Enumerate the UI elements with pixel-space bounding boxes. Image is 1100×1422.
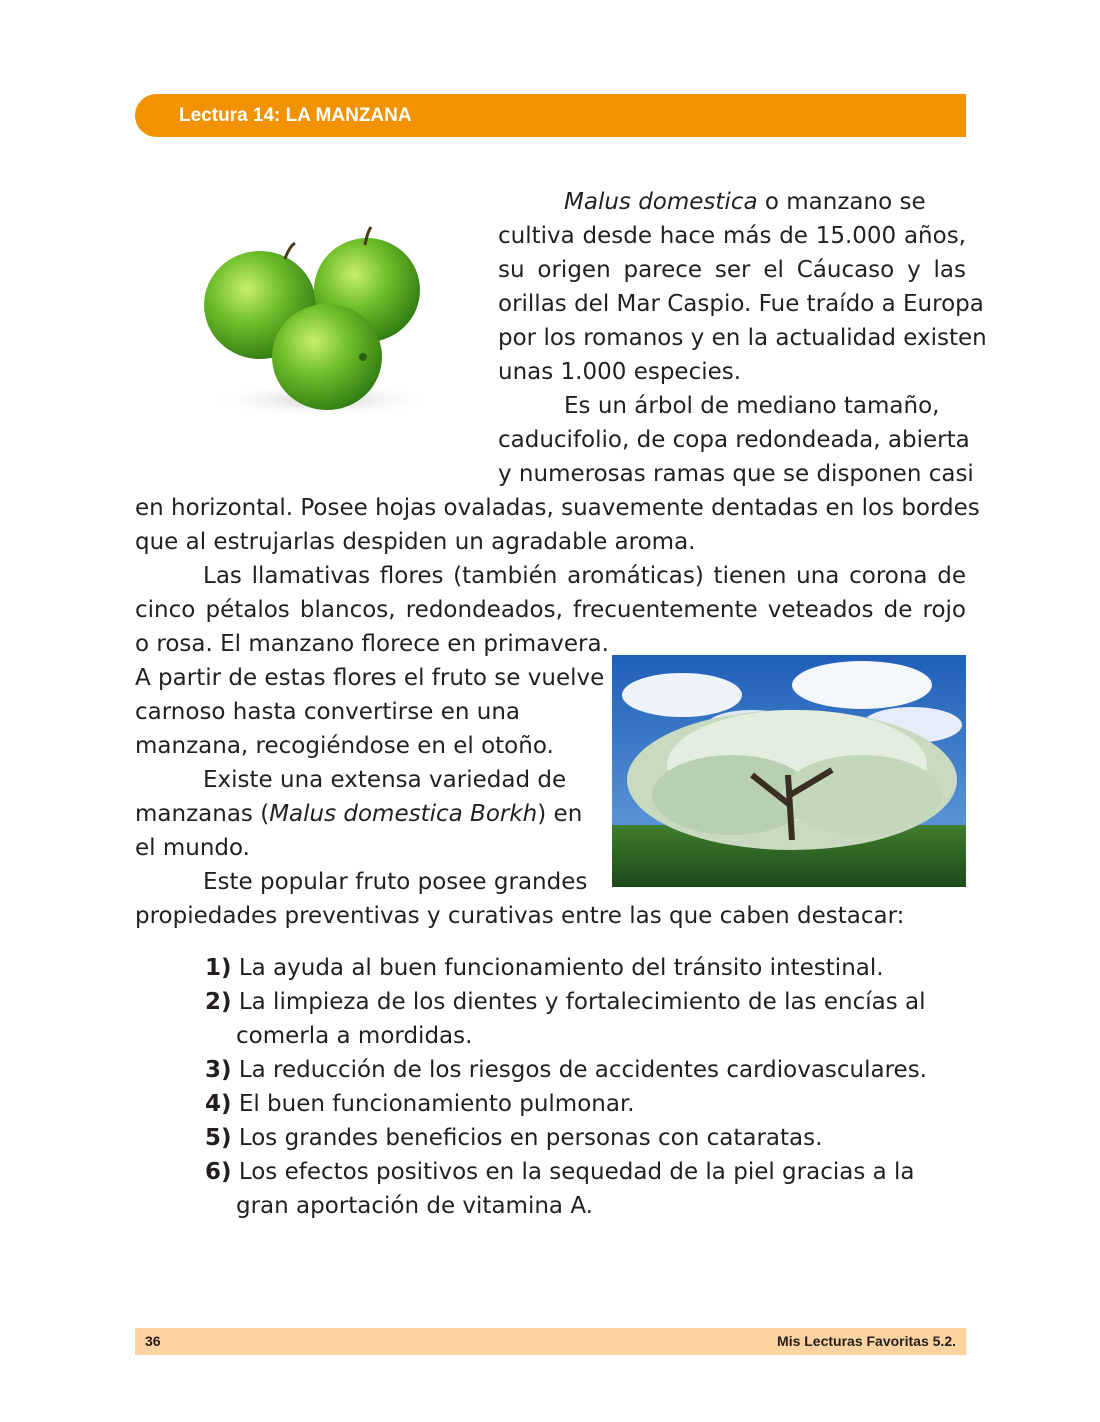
paragraph-text: manzanas ( <box>135 801 270 827</box>
list-number: 1) <box>205 955 232 981</box>
paragraph-line: propiedades preventivas y curativas entre las que caben destacar: <box>135 903 905 929</box>
intro-line: unas 1.000 especies. <box>498 359 742 385</box>
intro-text: o manzano se <box>757 189 926 215</box>
paragraph-line: en horizontal. Posee hojas ovaladas, suavemente dentadas en los bordes <box>135 495 980 521</box>
list-item-continuation: gran aportación de vitamina A. <box>236 1193 593 1219</box>
list-item <box>205 1155 915 1189</box>
apple-tree-photo <box>612 655 966 887</box>
scientific-name: Malus domestica <box>564 189 758 215</box>
paragraph-text: ) en <box>537 801 583 827</box>
paragraph-line: manzana, recogiéndose en el otoño. <box>135 733 554 759</box>
list-item <box>205 1121 822 1155</box>
paragraph-line: caducifolio, de copa redondeada, abierta <box>498 427 970 453</box>
page-footer <box>135 1328 966 1355</box>
list-text: Los grandes beneficios en personas con cataratas. <box>238 1125 823 1151</box>
intro-line: cultiva desde hace más de 15.000 años, <box>498 223 966 249</box>
list-number: 4) <box>205 1091 232 1117</box>
list-number: 3) <box>205 1057 232 1083</box>
list-item <box>205 1087 635 1121</box>
paragraph-line: Este popular fruto posee grandes <box>203 869 588 895</box>
scientific-name: Malus domestica Borkh <box>269 801 538 827</box>
paragraph-line: y numerosas ramas que se disponen casi <box>498 461 974 487</box>
paragraph-line: que al estrujarlas despiden un agradable aroma. <box>135 529 696 555</box>
paragraph-line: Las llamativas flores (también aromáticas) tienen una corona de <box>203 563 966 589</box>
intro-line: orillas del Mar Caspio. Fue traído a Europa <box>498 291 984 317</box>
paragraph-line: Es un árbol de mediano tamaño, <box>564 393 940 419</box>
list-item <box>205 1053 927 1087</box>
list-text: La reducción de los riesgos de accidentes cardiovasculares. <box>238 1057 927 1083</box>
list-number: 6) <box>205 1159 232 1185</box>
green-apples-image <box>195 215 445 420</box>
list-item <box>205 951 884 985</box>
section-header <box>135 94 966 137</box>
section-title: Lectura 14: LA MANZANA <box>179 105 412 126</box>
list-text: Los efectos positivos en la sequedad de la piel gracias a la <box>238 1159 915 1185</box>
intro-line: su origen parece ser el Cáucaso y las <box>498 257 966 283</box>
paragraph-line: el mundo. <box>135 835 250 861</box>
list-number: 5) <box>205 1125 232 1151</box>
paragraph-line: A partir de estas flores el fruto se vuelve <box>135 665 605 691</box>
list-text: La ayuda al buen funcionamiento del tránsito intestinal. <box>238 955 884 981</box>
paragraph-line: cinco pétalos blancos, redondeados, frecuentemente veteados de rojo <box>135 597 966 623</box>
page-number: 36 <box>145 1333 161 1349</box>
list-item <box>205 985 925 1019</box>
intro-line: por los romanos y en la actualidad existen <box>498 325 987 351</box>
book-title: Mis Lecturas Favoritas 5.2. <box>777 1333 956 1349</box>
paragraph-line: o rosa. El manzano florece en primavera. <box>135 631 609 657</box>
list-number: 2) <box>205 989 232 1015</box>
paragraph-line: Existe una extensa variedad de <box>203 767 567 793</box>
list-text: La limpieza de los dientes y fortalecimiento de las encías al <box>238 989 926 1015</box>
list-text: El buen funcionamiento pulmonar. <box>238 1091 635 1117</box>
list-item-continuation: comerla a mordidas. <box>236 1023 473 1049</box>
paragraph-line: carnoso hasta convertirse en una <box>135 699 520 725</box>
